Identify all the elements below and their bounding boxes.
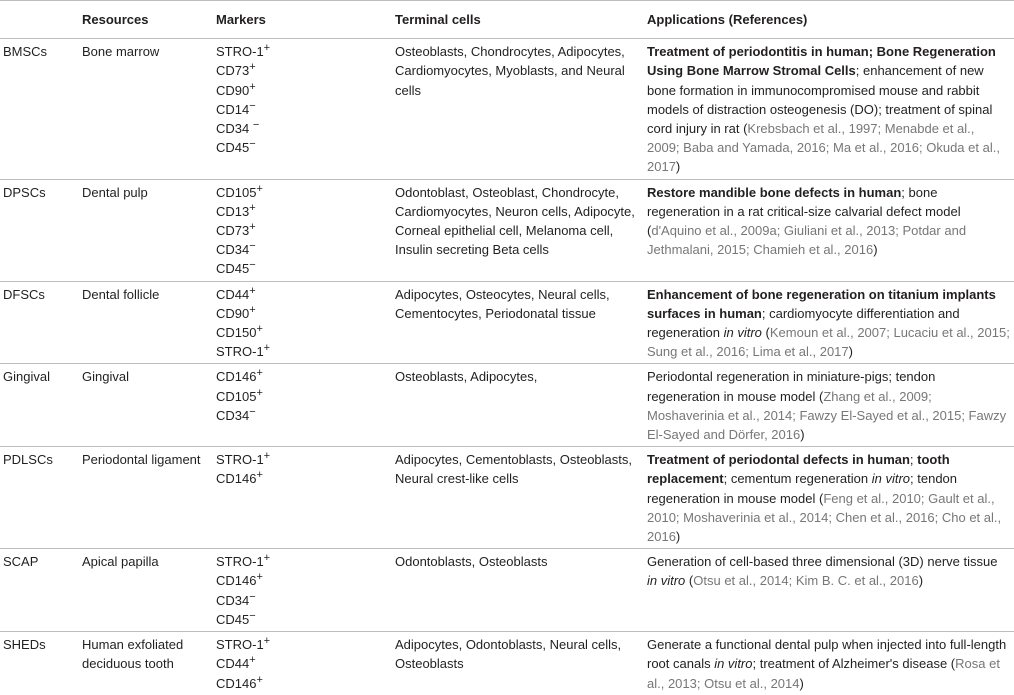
- application-italic: in vitro: [723, 325, 762, 341]
- marker-sign: −: [249, 240, 256, 253]
- marker: CD105+: [216, 386, 263, 404]
- cell-abbreviation: DPSCs: [0, 179, 78, 281]
- application-text: ): [848, 344, 853, 360]
- marker-sign: +: [263, 342, 271, 355]
- application-text: ): [675, 159, 681, 175]
- cell-terminal-cells: Odontoblast, Osteoblast, Chondrocyte, Cardiomyocytes, Neuron cells, Adipocyte, Corneal epithelial cell, Melanoma cell, Insulin secreting Beta cells: [391, 179, 643, 281]
- marker-sign: +: [256, 367, 263, 380]
- marker-sign: −: [249, 99, 256, 112]
- marker: CD146+: [216, 469, 263, 487]
- marker: CD34−: [216, 405, 256, 423]
- cell-abbreviation: DFSCs: [0, 281, 78, 364]
- marker: CD34−: [216, 240, 256, 258]
- marker-sign: +: [249, 80, 256, 93]
- marker: CD34 −: [216, 119, 260, 137]
- marker-sign: +: [249, 201, 256, 214]
- reference-link[interactable]: Otsu et al., 2014; Kim B. C. et al., 2016: [693, 573, 919, 589]
- marker: STRO-1+: [216, 342, 271, 360]
- cell-applications: [643, 632, 1014, 695]
- application-text: ; treatment of Alzheimer's disease (: [752, 656, 956, 672]
- application-text: ): [675, 529, 681, 545]
- marker-sign: −: [249, 259, 256, 272]
- cell-applications: [643, 549, 1014, 632]
- cell-abbreviation: PDLSCs: [0, 447, 78, 549]
- marker-sign: −: [249, 405, 256, 418]
- reference-link[interactable]: Zhang et al., 2009; Moshaverinia et al., 2014; Fawzy El-Sayed et al., 2015; Fawzy El-Sayed and Dörfer, 2016: [647, 388, 1007, 443]
- marker-sign: −: [249, 590, 256, 603]
- header-terminal-cells: Terminal cells: [391, 1, 643, 39]
- application-text: ): [799, 675, 804, 691]
- cell-abbreviation: BMSCs: [0, 39, 78, 179]
- marker-sign: +: [256, 323, 263, 336]
- cell-markers: [212, 447, 391, 549]
- cell-terminal-cells: Adipocytes, Cementoblasts, Osteoblasts, Neural crest-like cells: [391, 447, 643, 549]
- cell-resource: Dental follicle: [78, 281, 212, 364]
- application-emphasis: Enhancement of bone regeneration on titanium implants surfaces in human: [647, 286, 996, 321]
- table-row: [0, 549, 1014, 632]
- marker-sign: +: [249, 303, 256, 316]
- cell-abbreviation: SCAP: [0, 549, 78, 632]
- reference-link[interactable]: Rosa et al., 2013; Otsu et al., 2014: [647, 656, 1000, 691]
- marker-sign: −: [249, 138, 256, 151]
- cell-markers: [212, 549, 391, 632]
- reference-link[interactable]: Kemoun et al., 2007; Lucaciu et al., 2015; Sung et al., 2016; Lima et al., 2017: [647, 325, 1010, 360]
- application-text: Periodontal regeneration in miniature-pigs; tendon regeneration in mouse model (: [647, 369, 936, 404]
- cell-terminal-cells: Adipocytes, Odontoblasts, Neural cells, Osteoblasts: [395, 637, 622, 672]
- marker: CD90+: [216, 80, 256, 98]
- cell-terminal-cells: Odontoblasts, Osteoblasts: [391, 549, 643, 632]
- cell-applications: [643, 281, 1014, 364]
- table-row: [0, 179, 1014, 281]
- marker: STRO-1+: [216, 552, 271, 570]
- marker: CD146+: [216, 571, 263, 589]
- marker: CD34−: [216, 590, 256, 608]
- cell-applications: [643, 179, 1014, 281]
- cell-abbreviation: SHEDs: [3, 637, 46, 653]
- table-row: [0, 447, 1014, 549]
- cell-terminal-cells: Osteoblasts, Adipocytes,: [391, 364, 643, 447]
- marker-sign: +: [249, 284, 256, 297]
- application-italic: in vitro: [871, 471, 911, 487]
- table-row: [0, 281, 1014, 364]
- marker: CD73+: [216, 221, 256, 239]
- application-emphasis: tooth replacement: [647, 452, 950, 487]
- application-text: ; enhancement of new bone formation in immunocompromised mouse and rabbit models of distraction osteogenesis (DO); treatment of spinal cord injury in rat (: [647, 63, 993, 137]
- marker-sign: +: [256, 469, 263, 482]
- cell-markers: [212, 632, 391, 695]
- marker: STRO-1+: [216, 635, 271, 653]
- marker-sign: +: [249, 654, 256, 667]
- marker-sign: +: [263, 42, 271, 55]
- marker: CD44+: [216, 654, 256, 672]
- marker: CD73+: [216, 61, 256, 79]
- marker: CD14−: [216, 99, 256, 117]
- application-text: (: [761, 325, 770, 341]
- header-abbr: [0, 1, 78, 39]
- header-applications: Applications (References): [643, 1, 1014, 39]
- application-text: Generation of cell-based three dimensional (3D) nerve tissue: [647, 554, 998, 570]
- cell-resource: Apical papilla: [78, 549, 212, 632]
- table-row: [0, 632, 1014, 695]
- marker: STRO-1+: [216, 450, 271, 468]
- marker: CD90+: [216, 303, 256, 321]
- marker: CD45−: [216, 609, 256, 627]
- application-emphasis: Treatment of periodontal defects in human: [647, 452, 910, 468]
- application-emphasis: Restore mandible bone defects in human: [647, 184, 902, 200]
- cell-abbreviation: Gingival: [0, 364, 78, 447]
- application-text: ; cardiomyocyte differentiation and regeneration: [647, 305, 960, 341]
- application-italic: in vitro: [647, 573, 686, 589]
- cell-terminal-cells: Osteoblasts, Chondrocytes, Adipocytes, Cardiomyocytes, Myoblasts, and Neural cells: [391, 39, 643, 179]
- marker: CD13+: [216, 201, 256, 219]
- reference-link[interactable]: Krebsbach et al., 1997; Menabde et al., 2009; Baba and Yamada, 2016; Ma et al., 2016; Okuda et al., 2017: [647, 121, 1000, 175]
- application-text: ): [918, 573, 924, 589]
- marker-sign: +: [256, 386, 263, 399]
- marker-sign: +: [249, 61, 256, 74]
- application-italic: in vitro: [714, 656, 753, 672]
- application-text: Generate a functional dental pulp when injected into full-length root canals: [647, 637, 1007, 672]
- reference-link[interactable]: d'Aquino et al., 2009a; Giuliani et al., 2013; Potdar and Jethmalani, 2015; Chamieh et al., 2016: [647, 223, 967, 258]
- cell-terminal-cells: Adipocytes, Osteocytes, Neural cells, Cementocytes, Periodonatal tissue: [391, 281, 643, 364]
- marker-sign: −: [249, 609, 256, 622]
- header-resources: Resources: [78, 1, 212, 39]
- cell-markers: [212, 364, 391, 447]
- marker-sign: +: [256, 673, 263, 686]
- marker-sign: −: [252, 119, 260, 132]
- cell-resource: Dental pulp: [78, 179, 212, 281]
- marker: STRO-1+: [216, 42, 271, 60]
- cell-resource: Bone marrow: [78, 39, 212, 179]
- application-text: ; bone regeneration in a rat critical-size calvarial defect model (: [647, 184, 961, 239]
- cell-markers: [212, 39, 391, 179]
- marker: CD45−: [216, 259, 256, 277]
- application-text: ; tendon regeneration in mouse model (: [647, 471, 958, 506]
- header-row: [0, 1, 1014, 39]
- cell-resource: Periodontal ligament: [78, 447, 212, 549]
- marker-sign: +: [263, 552, 271, 565]
- application-emphasis: Treatment of periodontitis in human; Bone Regeneration Using Bone Marrow Stromal Cells: [647, 44, 996, 79]
- marker: CD45−: [216, 138, 256, 156]
- application-text: ;: [909, 452, 918, 468]
- marker-sign: +: [256, 571, 263, 584]
- application-text: (: [685, 573, 694, 589]
- cell-resource: Human exfoliated deciduous tooth: [82, 637, 184, 672]
- marker: CD105+: [216, 182, 263, 200]
- marker-sign: +: [263, 635, 271, 648]
- marker: CD44+: [216, 284, 256, 302]
- cell-applications: [643, 39, 1014, 179]
- cell-applications: [643, 364, 1014, 447]
- table-row: [0, 364, 1014, 447]
- marker-sign: +: [256, 182, 263, 195]
- table-row: [0, 39, 1014, 179]
- marker-sign: +: [249, 221, 256, 234]
- application-text: ): [873, 242, 878, 258]
- marker: CD146+: [216, 673, 263, 691]
- reference-link[interactable]: Feng et al., 2010; Gault et al., 2010; Moshaverinia et al., 2014; Chen et al., 2016; Cho et al., 2016: [647, 490, 1002, 545]
- cell-markers: [212, 179, 391, 281]
- cell-markers: [212, 281, 391, 364]
- marker-sign: +: [263, 450, 271, 463]
- application-text: ): [800, 427, 805, 443]
- cell-resource: Gingival: [78, 364, 212, 447]
- marker: CD146+: [216, 367, 263, 385]
- application-text: ; cementum regeneration: [723, 471, 872, 487]
- marker: CD150+: [216, 323, 263, 341]
- cell-applications: [643, 447, 1014, 549]
- header-markers: Markers: [212, 1, 391, 39]
